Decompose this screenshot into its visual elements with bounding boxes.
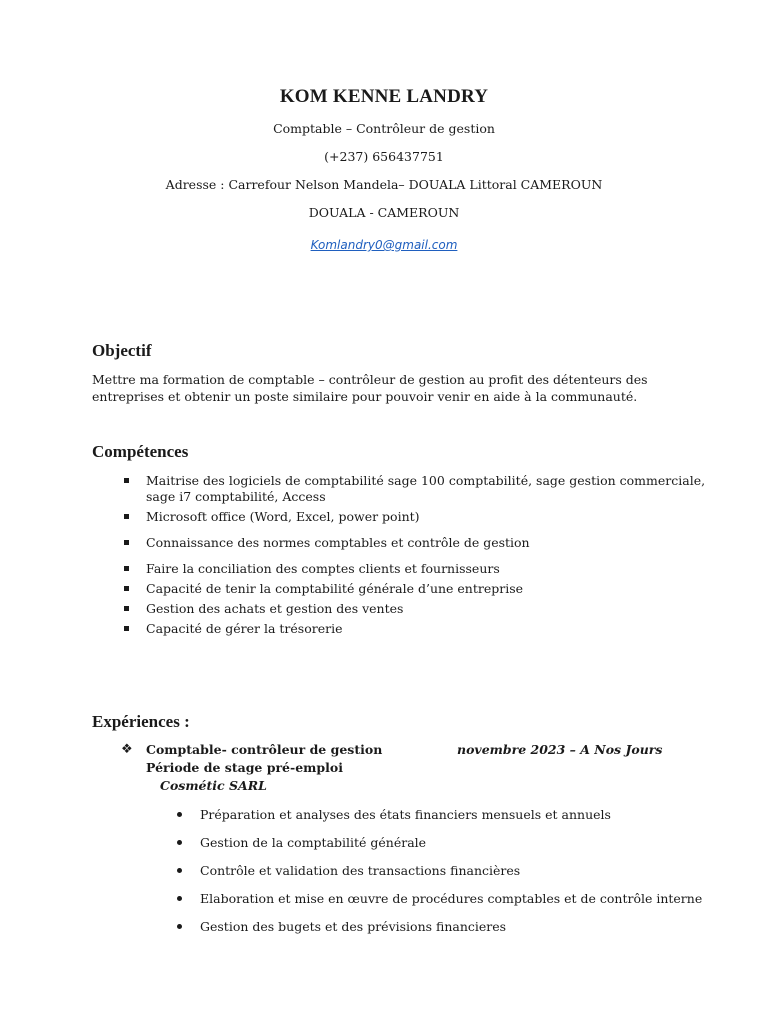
square-bullet-icon: [124, 566, 129, 571]
objective-heading: Objectif: [92, 341, 152, 360]
square-bullet-icon: [124, 586, 129, 591]
task-text: Gestion de la comptabilité générale: [200, 835, 427, 850]
round-bullet-icon: [177, 896, 182, 901]
round-bullet-icon: [177, 812, 182, 817]
task-text: Préparation et analyses des états financiers mensuels et annuels: [200, 807, 611, 822]
address: Adresse : Carrefour Nelson Mandela– DOUALA Littoral CAMEROUN: [165, 177, 603, 192]
job-dates: novembre 2023 – A Nos Jours: [457, 742, 663, 757]
square-bullet-icon: [124, 540, 129, 545]
task-text: Elaboration et mise en œuvre de procédures comptables et de contrôle interne: [200, 891, 703, 906]
phone-number: (+237) 656437751: [324, 149, 444, 164]
square-bullet-icon: [124, 626, 129, 631]
objective-line-2: entreprises et obtenir un poste similaire pour pouvoir venir en aide à la communauté.: [92, 389, 638, 404]
skill-text: Gestion des achats et gestion des ventes: [146, 601, 404, 616]
round-bullet-icon: [177, 868, 182, 873]
objective-line-1: Mettre ma formation de comptable – contrôleur de gestion au profit des détenteurs des: [92, 372, 648, 387]
skill-text: Faire la conciliation des comptes clients et fournisseurs: [146, 561, 500, 576]
diamond-bullet-icon: ❖: [121, 742, 133, 757]
round-bullet-icon: [177, 840, 182, 845]
square-bullet-icon: [124, 514, 129, 519]
experience-heading: Expériences :: [92, 712, 190, 731]
email-link[interactable]: Komlandry0@gmail.com: [310, 238, 458, 252]
round-bullet-icon: [177, 924, 182, 929]
city: DOUALA - CAMEROUN: [308, 205, 460, 220]
square-bullet-icon: [124, 478, 129, 483]
email-container: [0, 234, 768, 253]
job-position: Comptable- contrôleur de gestion: [146, 742, 383, 757]
task-text: Contrôle et validation des transactions financières: [200, 863, 521, 878]
task-text: Gestion des bugets et des prévisions financieres: [200, 919, 507, 934]
skill-text: sage i7 comptabilité, Access: [146, 489, 326, 504]
candidate-name: KOM KENNE LANDRY: [279, 86, 489, 107]
skill-text: Maitrise des logiciels de comptabilité sage 100 comptabilité, sage gestion commerciale,: [146, 473, 706, 488]
skill-text: Microsoft office (Word, Excel, power point): [146, 509, 420, 524]
skill-text: Capacité de tenir la comptabilité générale d’une entreprise: [146, 581, 524, 596]
skill-text: Connaissance des normes comptables et contrôle de gestion: [146, 535, 530, 550]
job-period-type: Période de stage pré-emploi: [146, 760, 343, 775]
square-bullet-icon: [124, 606, 129, 611]
skill-text: Capacité de gérer la trésorerie: [146, 621, 343, 636]
job-company: Cosmétic SARL: [160, 778, 267, 793]
skills-heading: Compétences: [92, 442, 189, 461]
job-title: Comptable – Contrôleur de gestion: [273, 121, 495, 136]
